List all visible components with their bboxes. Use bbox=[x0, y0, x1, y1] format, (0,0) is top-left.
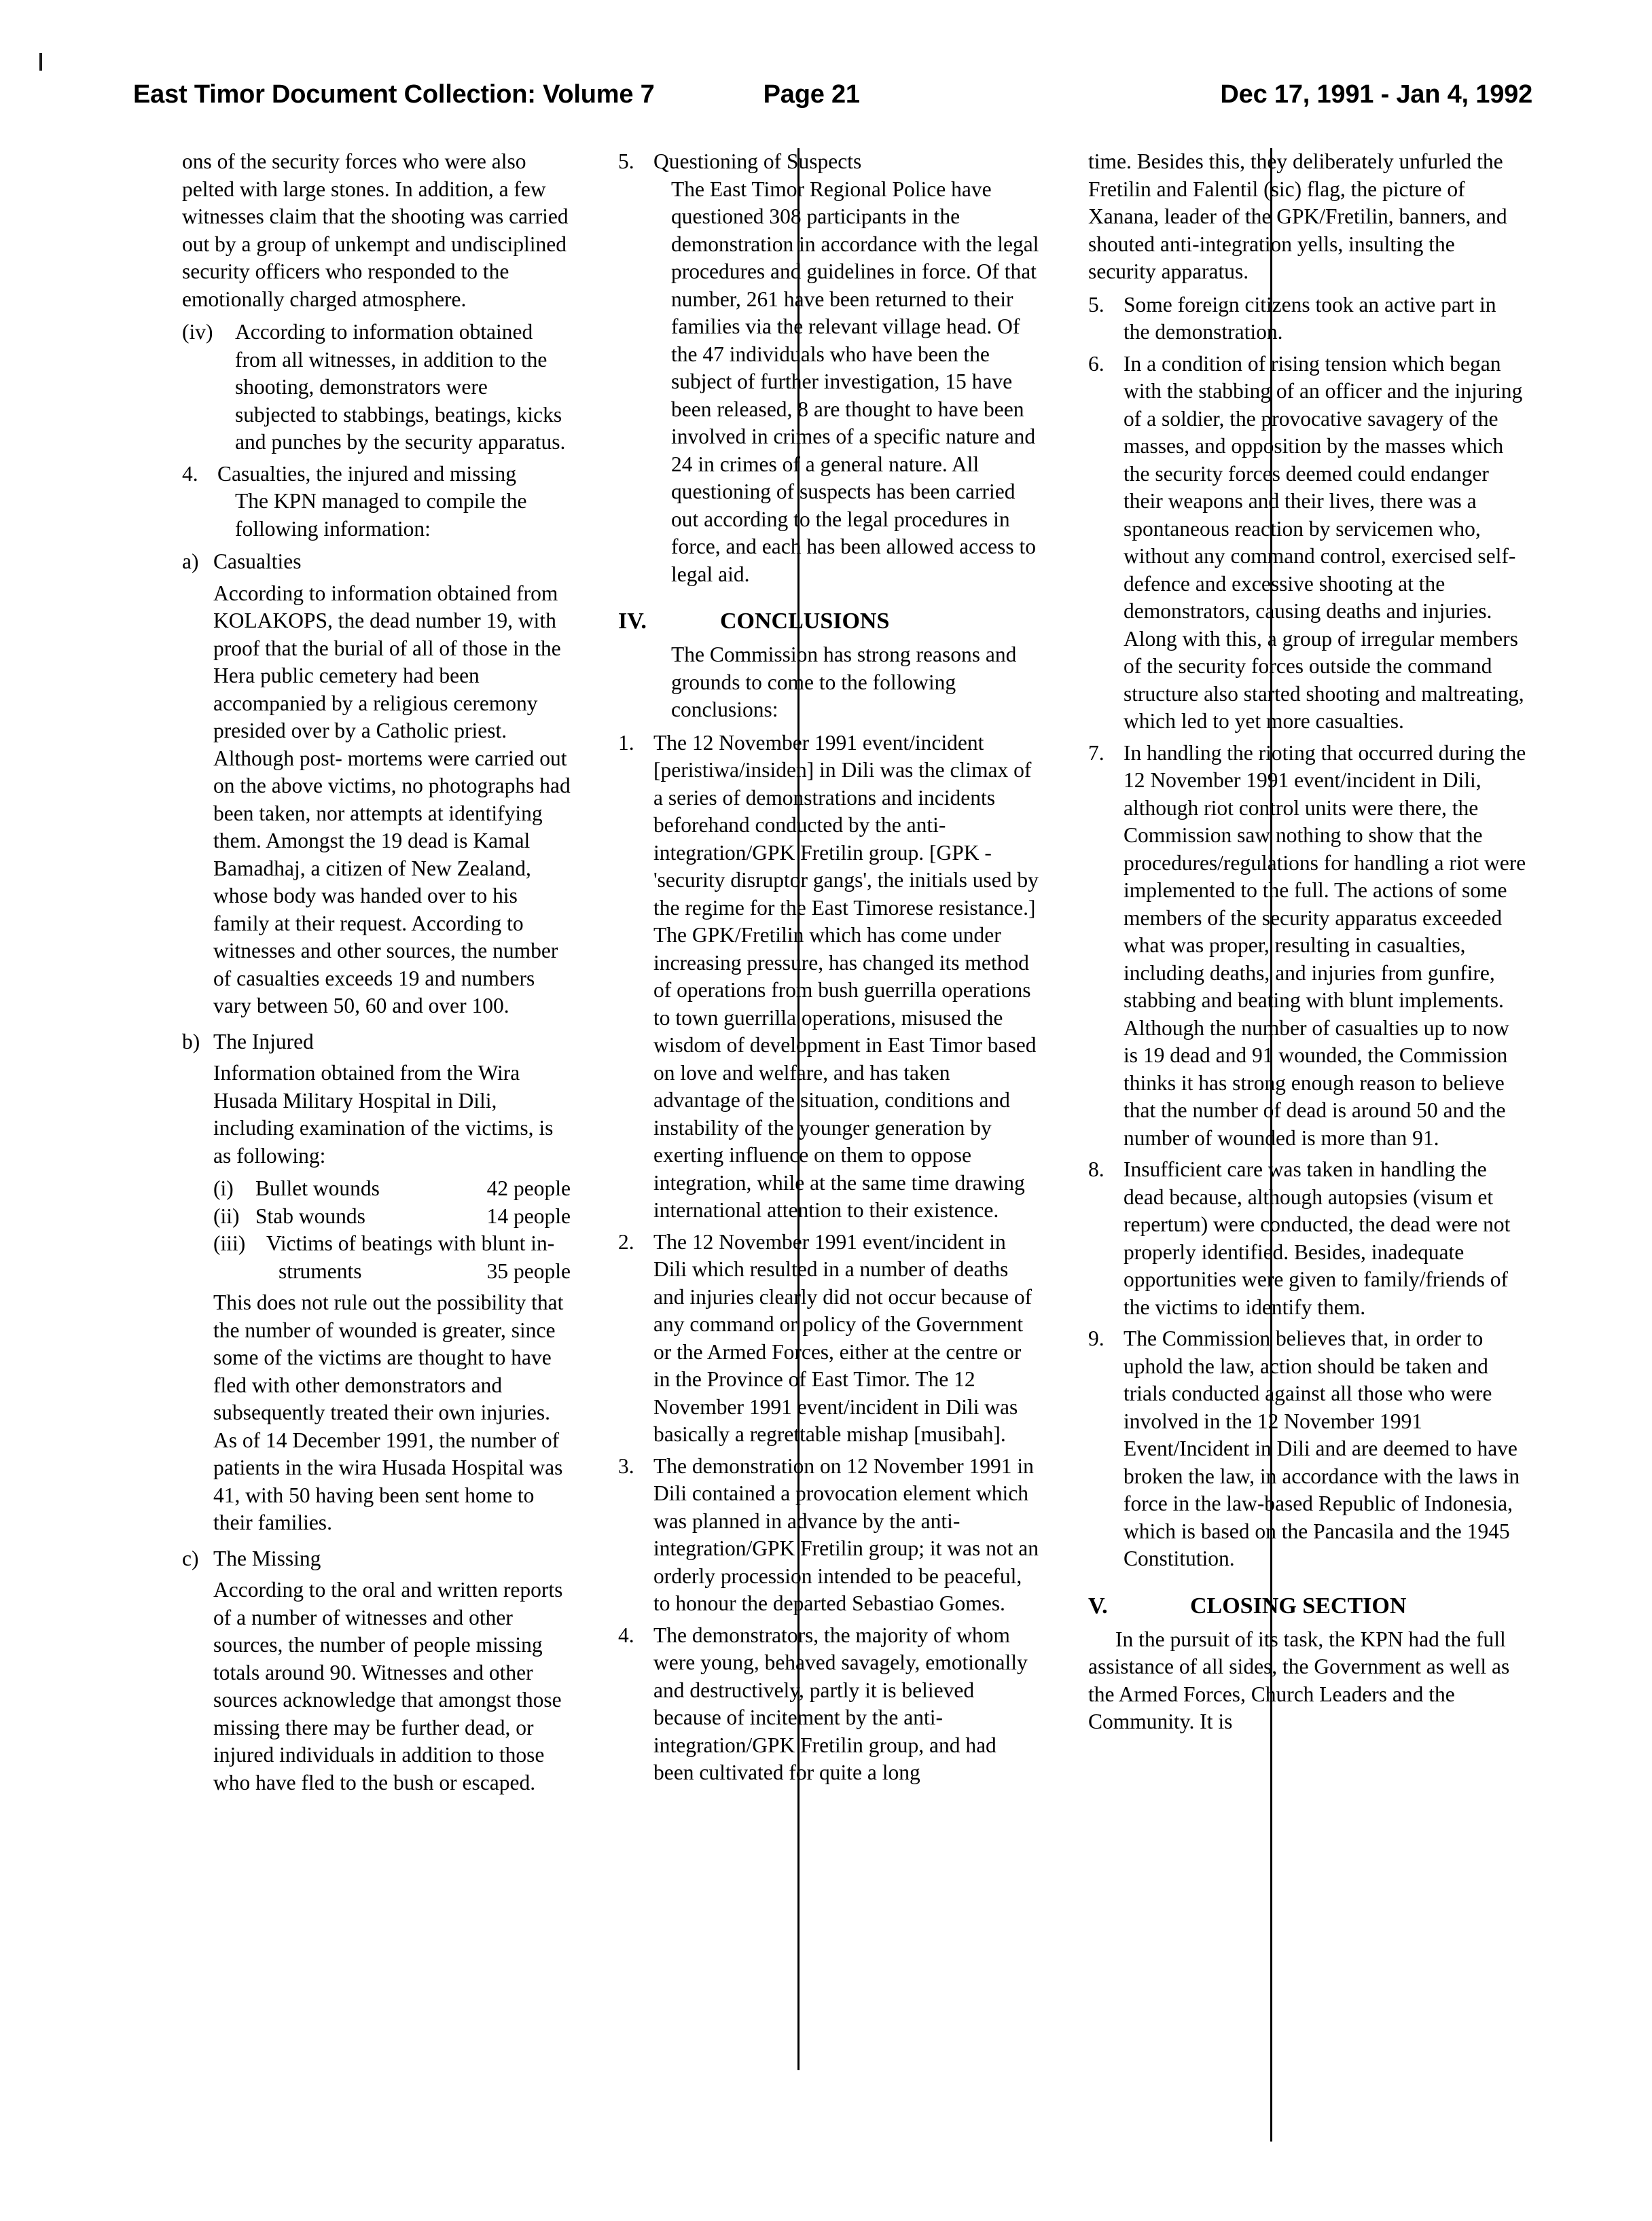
header-collection-title: East Timor Document Collection: Volume 7 bbox=[133, 80, 655, 109]
list-item-b-intro: Information obtained from the Wira Husada Military Hospital in Dili, including examination of the victims, is as following: bbox=[213, 1061, 554, 1168]
row-label: Stab wounds bbox=[255, 1204, 365, 1228]
list-marker: a) bbox=[182, 549, 199, 573]
conclusion-item bbox=[1088, 291, 1527, 346]
table-row bbox=[213, 1175, 571, 1203]
closing-section-text: In the pursuit of its task, the KPN had the full assistance of all sides, the Government as well as the Armed Forces, Church Leaders and the Community. It is bbox=[1088, 1627, 1510, 1733]
scan-artifact-mark bbox=[39, 53, 42, 71]
conclusion-text: Some foreign citizens took an active part in the demonstration. bbox=[1124, 292, 1496, 344]
conclusions-intro: The Commission has strong reasons and grounds to come to the following conclusions: bbox=[671, 643, 1017, 721]
table-row bbox=[213, 1203, 571, 1231]
list-marker: c) bbox=[182, 1546, 199, 1570]
conclusion-item bbox=[618, 1453, 1041, 1618]
list-marker: 5. bbox=[1088, 292, 1105, 317]
row-label-continued: struments bbox=[279, 1259, 362, 1283]
list-marker: 2. bbox=[618, 1229, 634, 1254]
section-title: CLOSING SECTION bbox=[1190, 1593, 1407, 1619]
row-value: 14 people bbox=[486, 1204, 571, 1228]
list-item-heading: Questioning of Suspects bbox=[653, 149, 862, 173]
row-label: Victims of beatings with blunt in- bbox=[266, 1231, 555, 1255]
list-marker: b) bbox=[182, 1029, 200, 1053]
conclusion-item bbox=[618, 1622, 1041, 1787]
conclusion-item bbox=[1088, 740, 1527, 1153]
header-date-range: Dec 17, 1991 - Jan 4, 1992 bbox=[1220, 80, 1532, 109]
row-marker: (ii) bbox=[213, 1204, 240, 1228]
list-item-4-text: The KPN managed to compile the following information: bbox=[235, 489, 527, 541]
conclusion-text: The demonstrators, the majority of whom were young, behaved savagely, emotionally and destructively, partly it is believed because of incitement by the anti-integration/GPK Fretilin group, and had been cultivated for quite a long bbox=[653, 1623, 1028, 1784]
list-marker: 4. bbox=[618, 1623, 634, 1647]
list-item-4-heading bbox=[182, 461, 571, 488]
list-item-c-heading bbox=[182, 1545, 571, 1573]
list-marker: 6. bbox=[1088, 351, 1105, 376]
conclusion-text: The Commission believes that, in order to uphold the law, action should be taken and trials conducted against all those who were involved in the 12 November 1991 Event/Incident in Dili and are deemed to have broken the law, in accordance with the laws in force in the law-based Republic of Indonesia, which is based on the Pancasila and the 1945 Constitution. bbox=[1124, 1326, 1520, 1570]
list-item-text: According to information obtained from all witnesses, in addition to the shooting, demonstrators were subjected to stabbings, beatings, kicks and punches by the security apparatus. bbox=[235, 320, 566, 454]
list-marker: 9. bbox=[1088, 1326, 1105, 1350]
conclusion-text: The 12 November 1991 event/incident [peristiwa/insiden] in Dili was the climax of a series of demonstrations and incidents beforehand conducted by the anti-integration/GPK Fretilin group. [GPK - 'security disruptor gangs', the initials used by the regime for the East Timorese resistance.] The GPK/Fretilin which has come under increasing pressure, has changed its method of operations from bush guerrilla operations to town guerrilla operations, misused the wisdom of development in East Timor based on love and welfare, and has taken advantage of the situation, conditions and instability of the younger generation by exerting influence on them to oppose integration, while at the same time drawing international attention to their existence. bbox=[653, 730, 1039, 1222]
spacer bbox=[182, 1022, 571, 1028]
section-title: CONCLUSIONS bbox=[720, 609, 890, 634]
table-row bbox=[213, 1230, 571, 1258]
list-item-a-heading bbox=[182, 548, 571, 576]
column-one bbox=[182, 148, 594, 2159]
conclusion-text: In handling the rioting that occurred during the 12 November 1991 event/incident in Dili, although riot control units were there, the Commission saw nothing to show that the procedures/regulations for handling a riot were implemented to the full. The actions of some members of the security apparatus exceeded what was proper, resulting in casualties, including deaths, and injuries from gunfire, stabbing and beating with blunt implements. Although the number of casualties up to now is 19 dead and 91 wounded, the Commission thinks it has strong enough reason to believe that the number of dead is around 50 and the number of wounded is more than 91. bbox=[1124, 740, 1526, 1150]
conclusion-item bbox=[618, 729, 1041, 1225]
three-column-body bbox=[182, 148, 1527, 2159]
section-heading-closing bbox=[1088, 1591, 1527, 1622]
conclusion-item bbox=[1088, 350, 1527, 736]
row-label: Bullet wounds bbox=[255, 1176, 380, 1200]
list-item-iv bbox=[182, 319, 571, 456]
row-marker: (iii) bbox=[213, 1231, 246, 1255]
list-item-a-text: According to information obtained from KOLAKOPS, the dead number 19, with proof that the burial of all of those in the Hera public cemetery had been accompanied by a religious ceremony presided over by a Catholic priest. Although post- mortems were carried out on the above victims, no photographs had been taken, nor attempts at identifying them. Amongst the 19 dead is Kamal Bamadhaj, a citizen of New Zealand, whose body was handed over to his family at their request. According to witnesses and other sources, the number of casualties exceeds 19 and numbers vary between 50, 60 and over 100. bbox=[213, 581, 571, 1017]
conclusion-text: The 12 November 1991 event/incident in Dili which resulted in a number of deaths and injuries clearly did not occur because of any command or policy of the Government or the Armed Forces, either at the centre or in the Province of East Timor. The 12 November 1991 event/incident in Dili was basically a regrettable mishap [musibah]. bbox=[653, 1229, 1032, 1446]
list-marker: 7. bbox=[1088, 740, 1105, 765]
list-marker: 8. bbox=[1088, 1157, 1105, 1181]
conclusion-item bbox=[1088, 1325, 1527, 1573]
paragraph-continued-security-forces: ons of the security forces who were also pelted with large stones. In addition, a few witnesses claim that the shooting was carried out by a group of unkempt and undisciplined security officers who responded to the emotionally charged atmosphere. bbox=[182, 149, 569, 311]
conclusion-4-continued: time. Besides this, they deliberately unfurled the Fretilin and Falentil (sic) flag, the picture of Xanana, leader of the GPK/Fretilin, banners, and shouted anti-integration yells, insulting the security apparatus. bbox=[1088, 149, 1507, 283]
row-value: 35 people bbox=[486, 1259, 571, 1283]
list-item-c-text: According to the oral and written reports of a number of witnesses and other sources, the number of people missing totals around 90. Witnesses and other sources acknowledge that amongst those missing there may be further dead, or injured individuals in addition to those who have fled to the bush or escaped. bbox=[213, 1578, 563, 1794]
list-item-heading: The Injured bbox=[213, 1029, 314, 1053]
list-marker: (iv) bbox=[182, 320, 213, 344]
section-number: V. bbox=[1088, 1593, 1108, 1619]
list-marker: 1. bbox=[618, 730, 634, 755]
conclusion-text: In a condition of rising tension which began with the stabbing of an officer and the injuring of a soldier, the provocative savagery of the masses, and opposition by the masses which the security forces deemed could endanger their weapons and their lives, there was a spontaneous reaction by servicemen who, without any command control, exercised self-defence and excessive shooting at the demonstrators, causing deaths and injuries. Along with this, a group of irregular members of the security forces outside the command structure also started shooting and maltreating, which led to yet more casualties. bbox=[1124, 351, 1524, 733]
list-item-heading: Casualties bbox=[213, 549, 302, 573]
table-row-continuation bbox=[279, 1258, 571, 1286]
row-marker: (i) bbox=[213, 1176, 234, 1200]
column-two bbox=[594, 148, 1061, 2159]
row-value: 42 people bbox=[486, 1176, 571, 1200]
conclusion-text: The demonstration on 12 November 1991 in Dili contained a provocation element which was planned in advance by the anti- integration/GPK Fretilin group; it was not an orderly procession intended to be peaceful, to honour the departed Sebastiao Gomes. bbox=[653, 1453, 1039, 1615]
section-number: IV. bbox=[618, 609, 647, 634]
list-marker: 3. bbox=[618, 1453, 634, 1478]
section-heading-conclusions bbox=[618, 606, 1041, 637]
list-item-heading: Casualties, the injured and missing bbox=[217, 461, 517, 486]
list-marker: 4. bbox=[182, 461, 198, 486]
list-item-heading: The Missing bbox=[213, 1546, 321, 1570]
list-item-b-after: This does not rule out the possibility that the number of wounded is greater, since some of the victims are thought to have fled with other demonstrators and subsequently treated their own injuries. As of 14 December 1991, the number of patients in the wira Husada Hospital was 41, with 50 having been sent home to their families. bbox=[213, 1290, 564, 1534]
conclusion-text: Insufficient care was taken in handling the dead because, although autopsies (visum et repertum) were conducted, the dead were not properly identified. Besides, inadequate opportunities were given to family/friends of the victims to identify them. bbox=[1124, 1157, 1511, 1319]
header-page-number: Page 21 bbox=[763, 80, 860, 109]
list-item-5-text: The East Timor Regional Police have questioned 308 participants in the demonstration in accordance with the legal procedures and guidelines in force. Of that number, 261 have been returned to their families via the relevant village head. Of the 47 individuals who have been the subject of further investigation, 15 have been released, 8 are thought to have been involved in crimes of a specific nature and 24 in crimes of a general nature. All questioning of suspects has been carried out according to the legal procedures in force, and each has been allowed access to legal aid. bbox=[671, 177, 1039, 586]
column-three bbox=[1061, 148, 1527, 2159]
list-item-5-heading bbox=[618, 148, 1041, 176]
conclusion-item bbox=[618, 1229, 1041, 1449]
spacer bbox=[182, 1538, 571, 1545]
page-header bbox=[133, 80, 1532, 109]
injury-table bbox=[213, 1175, 571, 1285]
list-marker: 5. bbox=[618, 149, 634, 173]
conclusion-item bbox=[1088, 1156, 1527, 1321]
list-item-b-heading bbox=[182, 1028, 571, 1056]
